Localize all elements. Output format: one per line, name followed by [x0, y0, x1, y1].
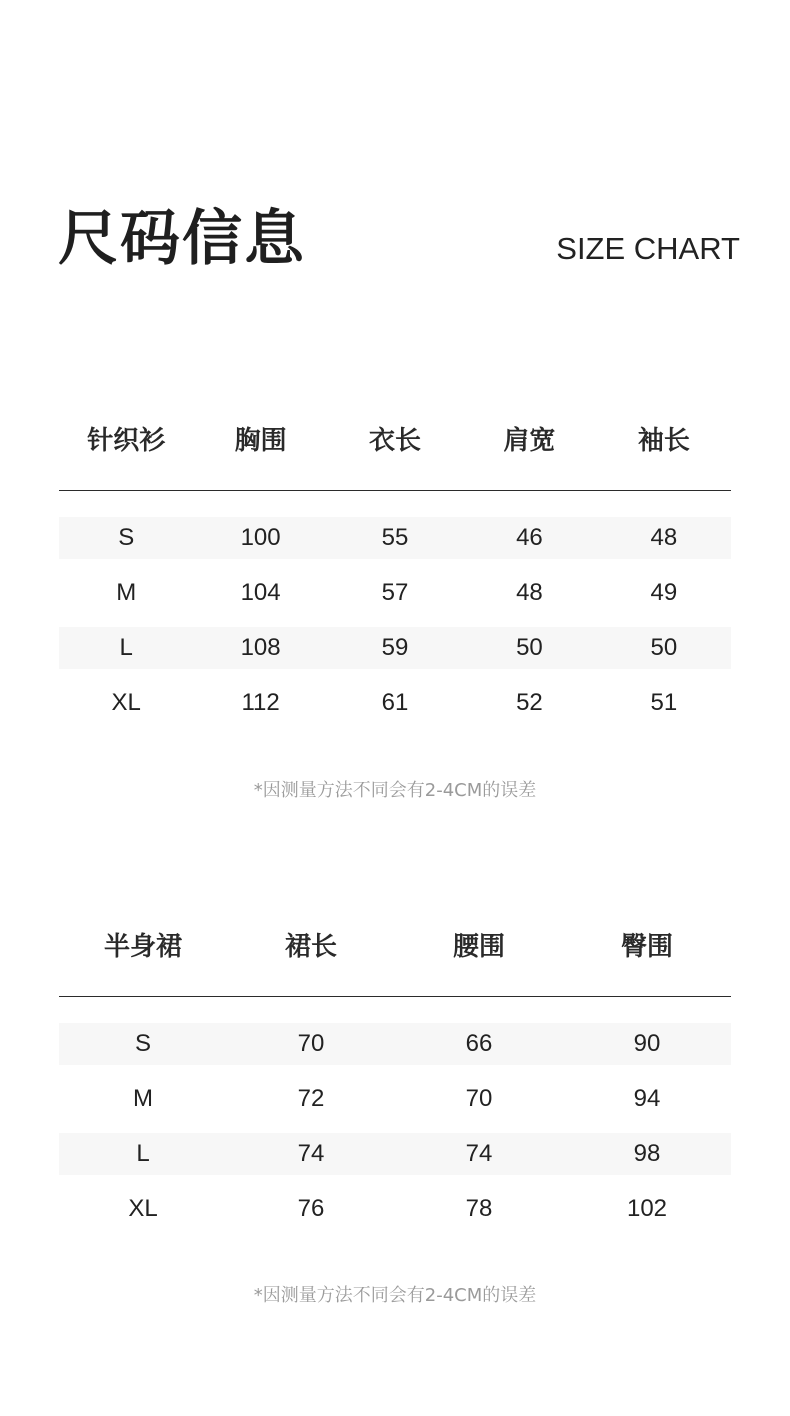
- table-cell: XL: [111, 689, 141, 716]
- table-row: [59, 1078, 731, 1120]
- knit-table-header: [59, 396, 731, 480]
- table-cell: 55: [381, 524, 409, 551]
- table-cell: 50: [650, 634, 678, 661]
- skirt-size-table: [59, 902, 731, 1243]
- header-divider: [59, 996, 731, 997]
- header-cell: 肩宽: [503, 425, 556, 456]
- table-cell: 108: [240, 634, 281, 661]
- header-cell: 胸围: [234, 425, 287, 456]
- table-row: [59, 517, 731, 559]
- table-cell: S: [134, 1030, 151, 1057]
- table-row: [59, 572, 731, 614]
- header-cell: 腰围: [452, 931, 505, 962]
- table-cell: 78: [465, 1195, 493, 1222]
- table-row: [59, 1188, 731, 1230]
- table-cell: 100: [240, 524, 281, 551]
- knit-size-table: [59, 396, 731, 737]
- table-cell: 46: [516, 524, 543, 551]
- header-cell: 袖长: [637, 425, 690, 456]
- table-cell: 102: [626, 1195, 668, 1222]
- header-cell: 针织衫: [87, 425, 166, 456]
- table-cell: 90: [633, 1030, 661, 1057]
- table-cell: 51: [650, 689, 678, 716]
- table-cell: 112: [241, 689, 280, 716]
- header-cell: 半身裙: [103, 931, 182, 962]
- table-cell: XL: [128, 1195, 158, 1222]
- page-title-cn: 尺码信息: [58, 204, 306, 274]
- table-cell: 48: [516, 579, 543, 606]
- table-cell: 70: [465, 1085, 493, 1112]
- skirt-table-header: [59, 902, 731, 986]
- table-cell: M: [116, 579, 137, 606]
- measurement-note: *因测量方法不同会有2-4CM的误差: [253, 1285, 537, 1306]
- table-cell: 98: [633, 1140, 661, 1167]
- table-cell: 66: [465, 1030, 493, 1057]
- table-cell: L: [119, 634, 133, 661]
- table-row: [59, 1133, 731, 1175]
- table-cell: 74: [297, 1140, 325, 1167]
- measurement-note: *因测量方法不同会有2-4CM的误差: [253, 780, 537, 801]
- table-cell: 74: [465, 1140, 493, 1167]
- table-cell: 48: [650, 524, 678, 551]
- table-row: [59, 1023, 731, 1065]
- header-cell: 衣长: [369, 425, 422, 456]
- table-cell: 49: [650, 579, 678, 606]
- table-row: [59, 682, 731, 724]
- table-cell: 50: [516, 634, 543, 661]
- table-cell: 70: [297, 1030, 325, 1057]
- header-cell: 臀围: [620, 931, 673, 962]
- table-cell: S: [118, 524, 135, 551]
- table-cell: 76: [297, 1195, 325, 1222]
- page-title-en: SIZE CHART: [556, 231, 740, 266]
- table-cell: M: [133, 1085, 153, 1112]
- table-cell: 94: [633, 1085, 661, 1112]
- table-cell: 61: [381, 689, 409, 716]
- table-cell: 72: [297, 1085, 325, 1112]
- header-cell: 裙长: [284, 931, 337, 962]
- table-row: [59, 627, 731, 669]
- table-cell: L: [136, 1140, 150, 1167]
- table-cell: 57: [381, 579, 409, 606]
- table-cell: 104: [240, 579, 281, 606]
- table-cell: 52: [516, 689, 543, 716]
- table-cell: 59: [381, 634, 409, 661]
- header-divider: [59, 490, 731, 491]
